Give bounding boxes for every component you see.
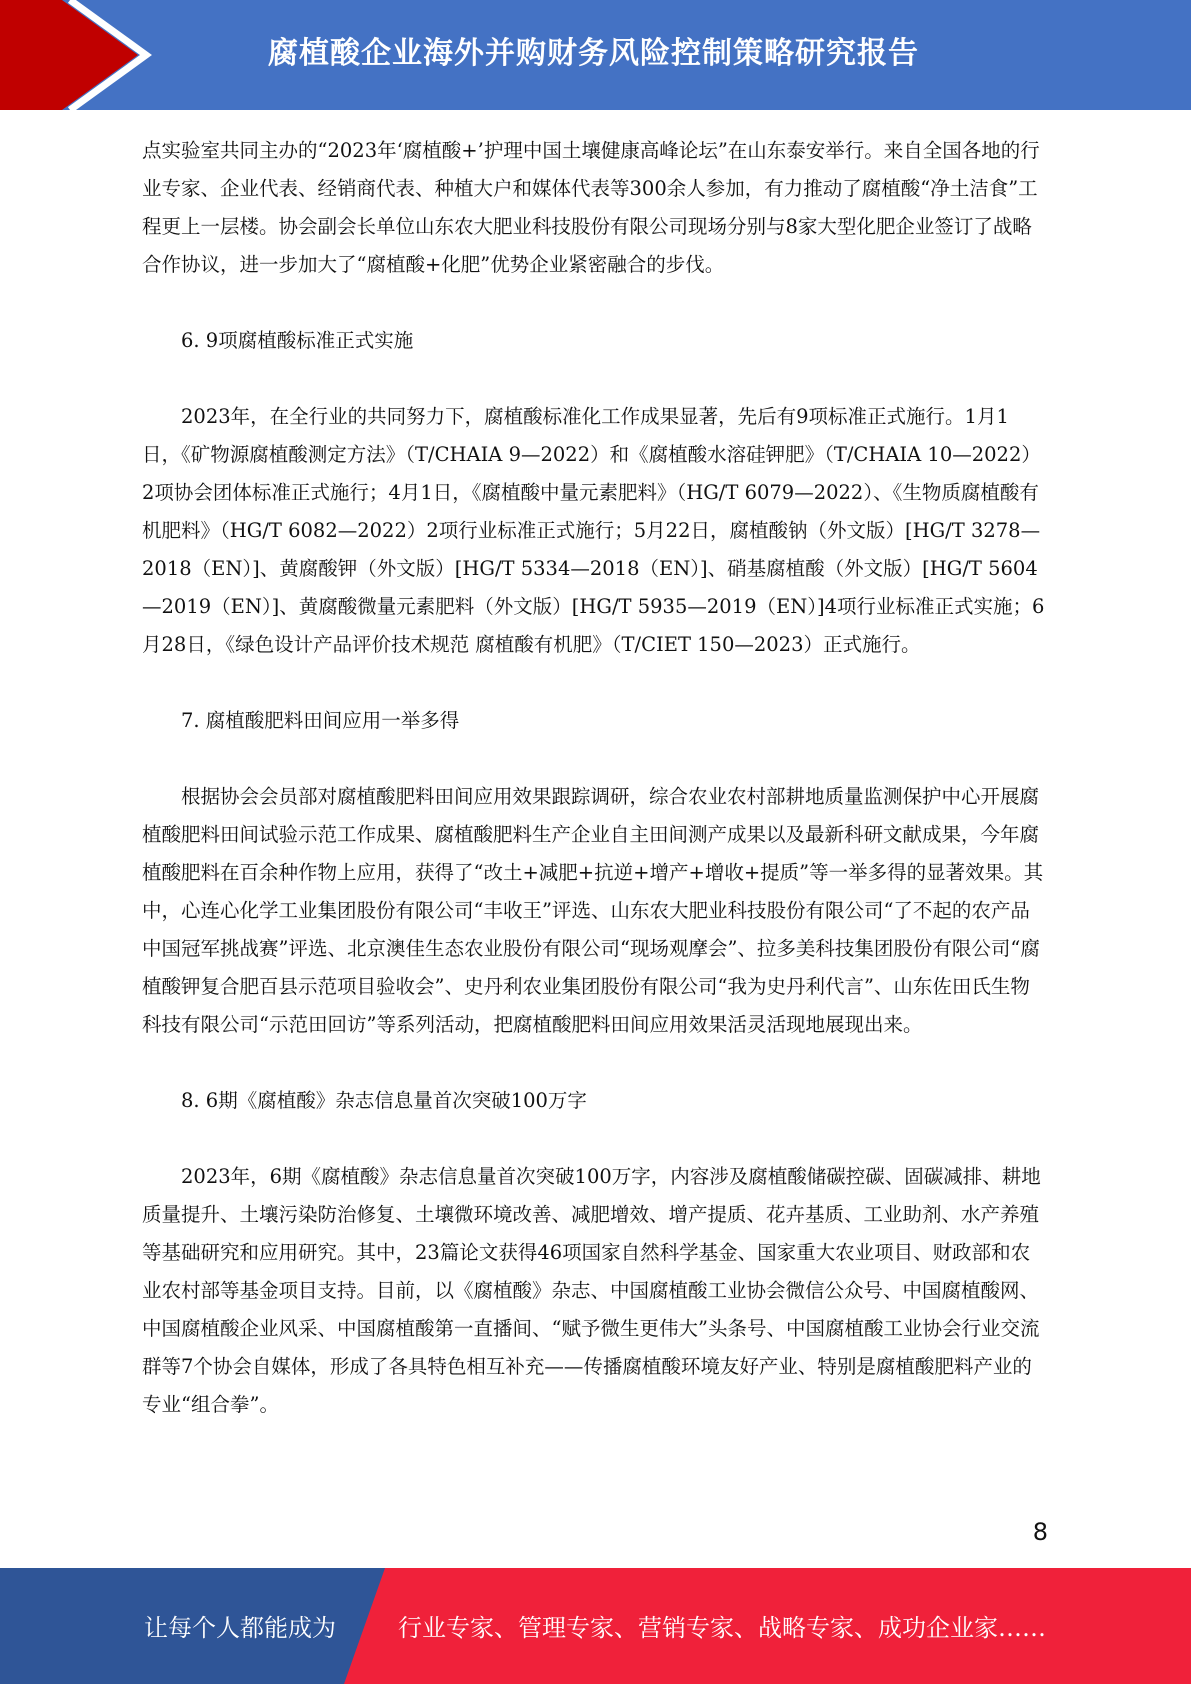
page-number: 8 — [1032, 1518, 1048, 1546]
header-chevron-decoration — [0, 0, 200, 110]
header-title: 腐植酸企业海外并购财务风险控制策略研究报告 — [268, 36, 919, 71]
footer-slogan-left: 让每个人都能成为 — [144, 1614, 336, 1642]
section-heading-7: 7. 腐植酸肥料田间应用一举多得 — [181, 709, 460, 732]
paragraph-magazine: 2023年，6期《腐植酸》杂志信息量首次突破100万字，内容涉及腐植酸储碳控碳、固碳减排、耕地质量提升、土壤污染防治修复、土壤微环境改善、减肥增效、增产提质、花卉基质、工业助剂、水产养殖等基础研究和应用研究。其中，23篇论文获得46项国家自然科学基金、国家重大农业项目、财政部和农业农村部等基金项目支持。目前，以《腐植酸》杂志、中国腐植酸工业协会微信公众号、中国腐植酸网、中国腐植酸企业风采、中国腐植酸第一直播间、“赋予微生更伟大”头条号、中国腐植酸工业协会行业交流群等7个协会自媒体，形成了各具特色相互补充——传播腐植酸环境友好产业、特别是腐植酸肥料产业的专业“组合拳”。 — [142, 1165, 1041, 1416]
paragraph-standards: 2023年，在全行业的共同努力下，腐植酸标准化工作成果显著，先后有9项标准正式施行。1月1日，《矿物源腐植酸测定方法》（T/CHAIA 9—2022）和《腐植酸水溶硅钾肥》（T/CHAIA 10—2022）2项协会团体标准正式施行；4月1日，《腐植酸中量元素肥料》（HG/T 6079—2022）、《生物质腐植酸有机肥料》（HG/T 6082—2022）2项行业标准正式施行；5月22日，腐植酸钠（外文版）[HG/T 3278—2018（EN）]、黄腐酸钾（外文版）[HG/T 5334—2018（EN）]、硝基腐植酸（外文版）[HG/T 5604—2019（EN）]、黄腐酸微量元素肥料（外文版）[HG/T 5935—2019（EN）]4项行业标准正式实施；6月28日，《绿色设计产品评价技术规范 腐植酸有机肥》（T/CIET 150—2023）正式施行。 — [142, 405, 1045, 656]
section-heading-8: 8. 6期《腐植酸》杂志信息量首次突破100万字 — [181, 1089, 587, 1112]
page-header — [0, 0, 1191, 110]
footer-slogan-right: 行业专家、管理专家、营销专家、战略专家、成功企业家…… — [398, 1614, 1046, 1642]
document-body — [142, 132, 1047, 1424]
section-heading-6: 6. 9项腐植酸标准正式实施 — [181, 329, 414, 352]
paragraph-forum-continued: 点实验室共同主办的“2023年‘腐植酸+’护理中国土壤健康高峰论坛”在山东泰安举行。来自全国各地的行业专家、企业代表、经销商代表、种植大户和媒体代表等300余人参加，有力推动了腐植酸“净土洁食”工程更上一层楼。协会副会长单位山东农大肥业科技股份有限公司现场分别与8家大型化肥企业签订了战略合作协议，进一步加大了“腐植酸+化肥”优势企业紧密融合的步伐。 — [142, 139, 1040, 276]
paragraph-field-application: 根据协会会员部对腐植酸肥料田间应用效果跟踪调研，综合农业农村部耕地质量监测保护中心开展腐植酸肥料田间试验示范工作成果、腐植酸肥料生产企业自主田间测产成果以及最新科研文献成果，今年腐植酸肥料在百余种作物上应用，获得了“改土+减肥+抗逆+增产+增收+提质”等一举多得的显著效果。其中，心连心化学工业集团股份有限公司“丰收王”评选、山东农大肥业科技股份有限公司“了不起的农产品中国冠军挑战赛”评选、北京澳佳生态农业股份有限公司“现场观摩会”、拉多美科技集团股份有限公司“腐植酸钾复合肥百县示范项目验收会”、史丹利农业集团股份有限公司“我为史丹利代言”、山东佐田氏生物科技有限公司“示范田回访”等系列活动，把腐植酸肥料田间应用效果活灵活现地展现出来。 — [142, 785, 1044, 1036]
page-footer — [0, 1568, 1191, 1684]
